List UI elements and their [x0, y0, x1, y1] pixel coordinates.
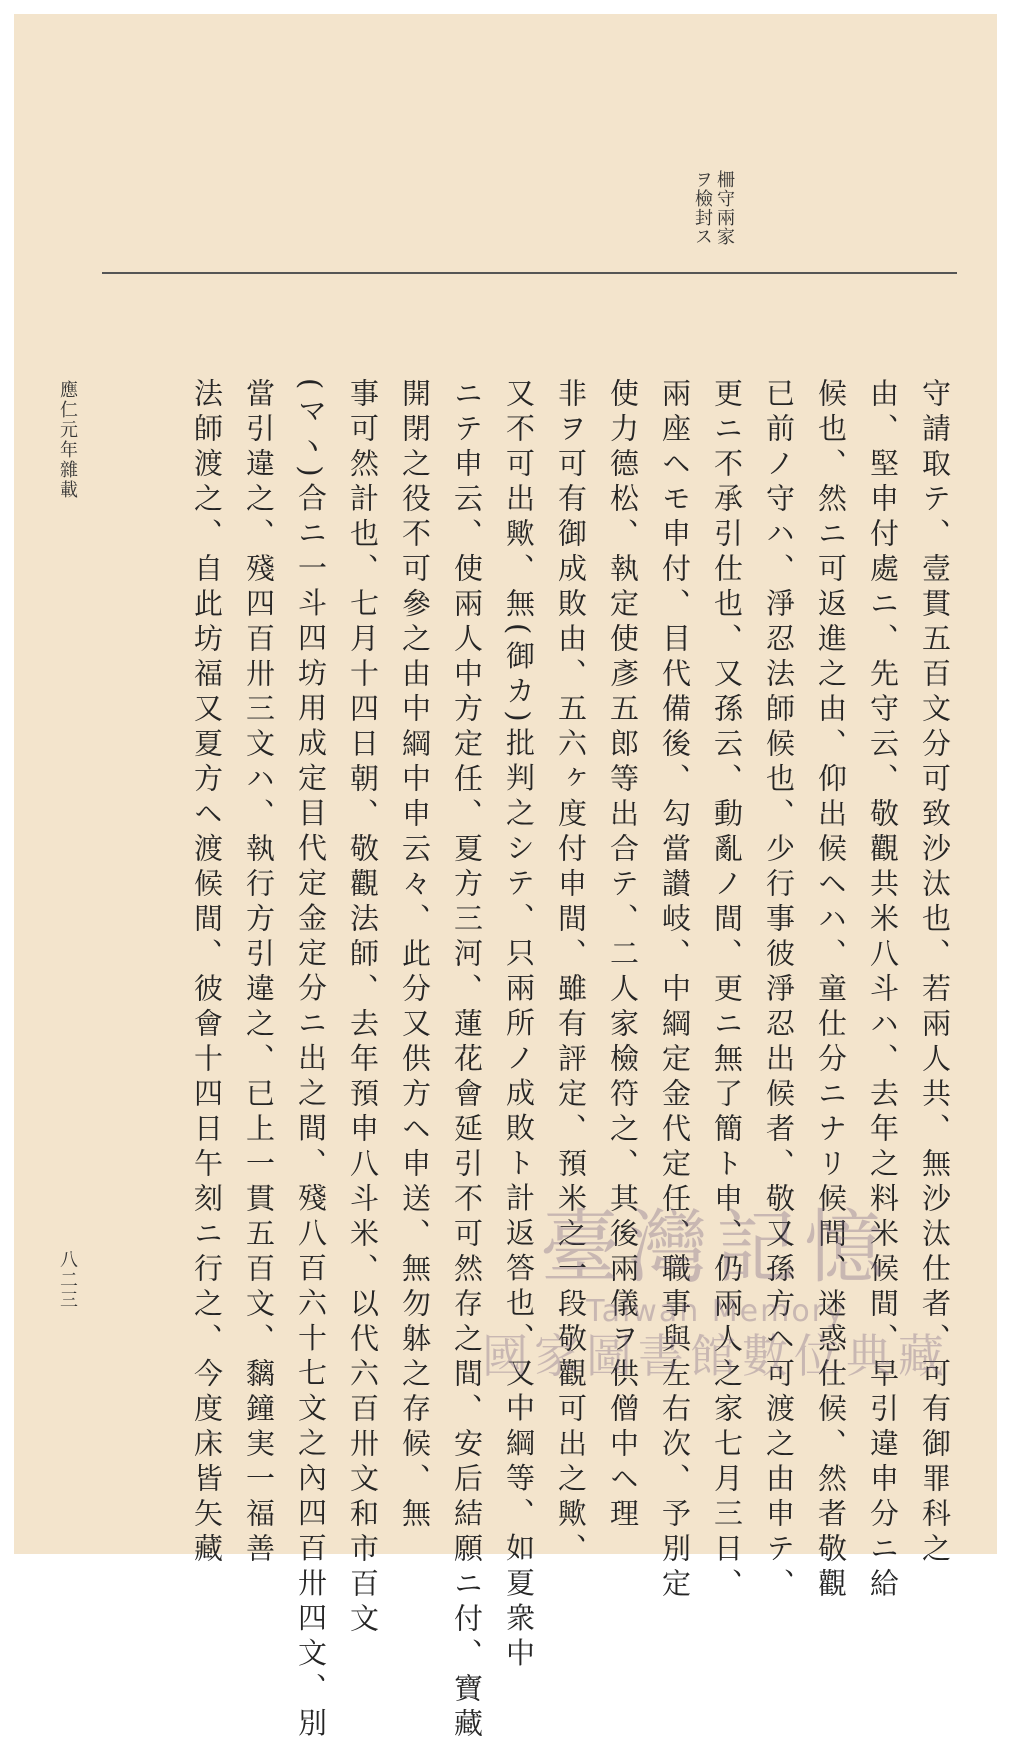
text-column-11: 開閉之役不可參之由中綱中申云々、此分又供方ヘ申送、無勿躰之存候、無 — [398, 378, 432, 1533]
text-column-8: 非ヲ可有御成敗由、五六ヶ度付申間、雖有評定、預米之一段敬觀可出之歟、 — [554, 378, 588, 1568]
document-page — [14, 14, 997, 1743]
library-watermark — [466, 1200, 966, 1460]
text-column-3: 候也、然ニ可返進之由、仰出候ヘハ、童仕分ニナリ候間、迷惑仕候、然者敬觀 — [814, 378, 848, 1603]
header-rule — [102, 272, 957, 274]
text-column-6: 兩座ヘモ申付、目代備後、勾當讃岐、中綱定金代定任、職事與左右次、予別定 — [658, 378, 692, 1603]
book-title: 應仁元年雜載 — [57, 380, 78, 500]
text-column-12: 事可然計也、七月十四日朝、敬觀法師、去年預申八斗米、以代六百卅文和市百文 — [346, 378, 380, 1638]
text-column-10: ニテ申云、使兩人中方定任、夏方三河、蓮花會延引不可然存之間、安后結願ニ付、寶藏 — [450, 378, 484, 1743]
text-column-13: (マヽ)合ニ一斗四坊用成定目代定金定分ニ出之間、殘八百六十七文之內四百卅四文、別 — [294, 378, 328, 1743]
text-column-7: 使力德松、執定使彥五郎等出合テ、二人家檢符之、其後兩儀ヲ供僧中ヘ理 — [606, 378, 640, 1533]
text-column-1: 守請取テ、壹貫五百文分可致沙汰也、若兩人共、無沙汰仕者、可有御罪科之 — [918, 378, 952, 1568]
text-column-5: 更ニ不承引仕也、又孫云、動亂ノ間、更ニ無了簡ト申、仍兩人之家七月三日、 — [710, 378, 744, 1603]
watermark-sub-text: 國家圖書館數位典藏 — [482, 1329, 950, 1383]
watermark-latin-text: Taiwan Memory — [586, 1294, 846, 1329]
watermark-main-text: 臺灣記憶 — [540, 1201, 892, 1294]
headnote-line-2: ヲ檢封ス — [692, 170, 713, 246]
headnote-line-1: 柵守兩家 — [714, 170, 735, 246]
text-column-15: 法師渡之、自此坊福又夏方ヘ渡候間、彼會十四日午刻ニ行之、今度床皆矢藏 — [190, 378, 224, 1568]
text-column-14: 當引違之、殘四百卅三文ハ、執行方引違之、已上一貫五百文、黐鐘実一福善 — [242, 378, 276, 1568]
text-column-4: 已前ノ守ハ、淨忍法師候也、少行事彼淨忍出候者、敬又孫方ヘ可渡之由申テ、 — [762, 378, 796, 1603]
page-number: 八二三 — [57, 1250, 78, 1310]
marginal-headnote — [572, 170, 734, 246]
text-column-2: 由、堅申付處ニ、先守云、敬觀共米八斗ハ、去年之料米候間、早引違申分ニ給 — [866, 378, 900, 1603]
text-column-9: 又不可出歟、無(御カ)批判之シテ、只兩所ノ成敗ト計返答也、又中綱等、如夏衆中 — [502, 378, 536, 1673]
